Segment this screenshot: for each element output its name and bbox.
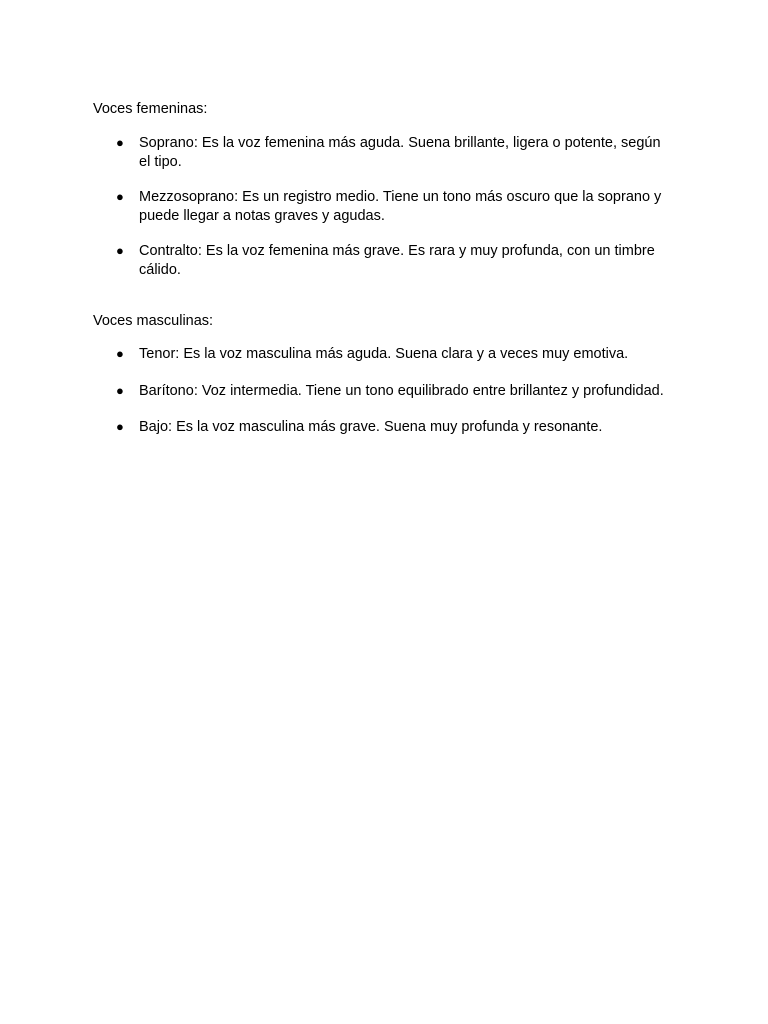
- section-heading-voces-masculinas: Voces masculinas:: [93, 313, 214, 329]
- list-item-contralto: [93, 242, 673, 279]
- bullet-icon: ●: [116, 419, 124, 434]
- list-item-text: Barítono: Voz intermedia. Tiene un tono equilibrado entre brillantez y profundidad.: [139, 382, 664, 399]
- list-item-text: Mezzosoprano: Es un registro medio. Tiene un tono más oscuro que la soprano y puede llegar a notas graves y agudas.: [139, 189, 662, 224]
- list-item-text: Tenor: Es la voz masculina más aguda. Suena clara y a veces muy emotiva.: [139, 346, 629, 362]
- bullet-icon: ●: [116, 243, 124, 258]
- bullet-list-voces-masculinas: [93, 345, 673, 437]
- list-item-text: Contralto: Es la voz femenina más grave. Es rara y muy profunda, con un timbre cálido.: [139, 243, 655, 278]
- list-item-baritono: [93, 382, 673, 401]
- list-item-bajo: [93, 418, 673, 437]
- section-heading-voces-femeninas: Voces femeninas:: [93, 101, 208, 117]
- list-item-mezzosoprano: [93, 188, 673, 225]
- bullet-icon: ●: [116, 346, 124, 361]
- list-item-text: Bajo: Es la voz masculina más grave. Suena muy profunda y resonante.: [139, 419, 603, 435]
- list-item-soprano: [93, 134, 673, 171]
- bullet-icon: ●: [116, 135, 124, 150]
- bullet-icon: ●: [116, 189, 124, 204]
- bullet-icon: ●: [116, 382, 124, 398]
- list-item-text: Soprano: Es la voz femenina más aguda. Suena brillante, ligera o potente, según el tipo.: [139, 135, 661, 170]
- bullet-list-voces-femeninas: [93, 134, 673, 279]
- list-item-tenor: [93, 345, 673, 364]
